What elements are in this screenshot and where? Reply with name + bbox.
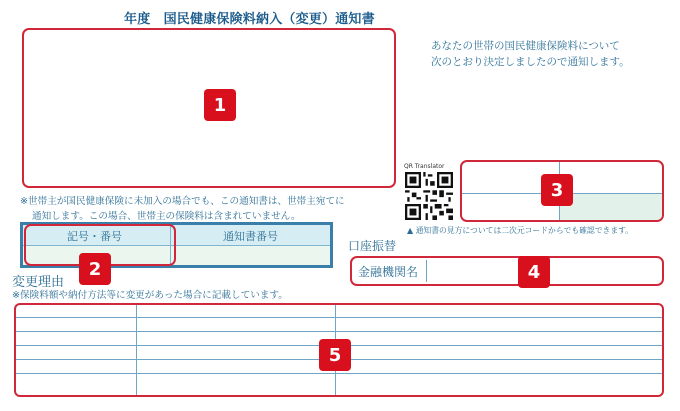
household-note-line-2: 通知します。この場合、世帯主の保険料は含まれていません。 [32,211,301,222]
grid-column-line [136,305,137,395]
document-title: 年度 国民健康保険料納入（変更）通知書 [124,12,375,27]
account-transfer-title: 口座振替 [348,239,397,253]
household-note-line-1: ※世帯主が国民健康保険に未加入の場合でも、この通知書は、世帯主宛てに [20,196,345,207]
qr-code-icon[interactable] [405,172,453,220]
bank-box [350,256,664,286]
marker-3: 3 [541,174,573,206]
notice-text [431,38,671,70]
change-reason-note: ※保険料額や納付方法等に変更があった場合に記載しています。 [12,290,288,301]
qr-label: QR Translator [404,163,445,170]
change-reason-title: 変更理由 [12,275,65,290]
bank-label: 金融機関名 [358,265,419,279]
notice-number-header: 通知書番号 [223,230,278,243]
marker-1: 1 [204,89,236,121]
marker-5: 5 [319,339,351,371]
id-number-header: 記号・番号 [67,230,122,243]
notice-line-2: 次のとおり決定しましたので通知します。 [431,56,630,68]
grid-line [16,331,662,332]
bank-box-divider [426,260,427,282]
grid-line [16,373,662,374]
notice-line-1: あなたの世帯の国民健康保険料について [431,40,620,52]
marker-4: 4 [518,256,550,288]
arrow-up-icon: ▲ [407,226,414,235]
qr-note [407,225,633,236]
household-note [20,194,420,224]
marker-2: 2 [79,253,111,285]
grid-line [16,317,662,318]
qr-note-text: 通知書の見方については二次元コードからでも確認できます。 [415,226,634,235]
amount-box-bottom-fill [560,194,662,220]
